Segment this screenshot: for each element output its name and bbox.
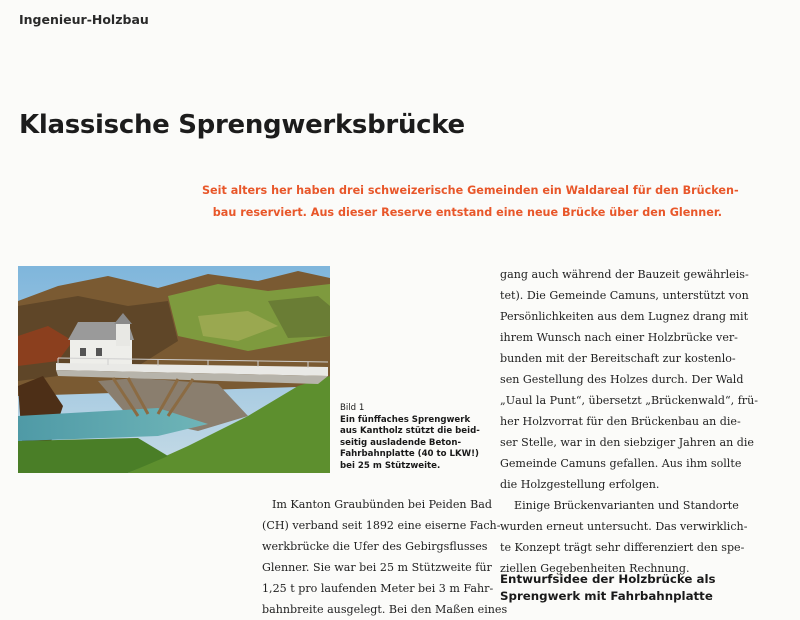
body-line: bahnbreite ausgelegt. Bei den Maßen eines: [262, 603, 508, 616]
body-line: tet). Die Gemeinde Camuns, unterstützt von: [500, 289, 749, 302]
body-line: bunden mit der Bereitschaft zur kostenlo-: [500, 352, 736, 365]
caption-line: Ein fünffaches Sprengwerk: [340, 414, 471, 425]
article-lead: [202, 180, 739, 224]
body-line: Persönlichkeiten aus dem Lugnez drang mit: [500, 310, 749, 323]
caption-line: aus Kantholz stützt die beid-: [340, 426, 480, 437]
body-line: sen Gestellung des Holzes durch. Der Wald: [500, 373, 744, 386]
body-line: 1,25 t pro laufenden Meter bei 3 m Fahr-: [262, 582, 494, 595]
caption-line: seitig ausladende Beton-: [340, 437, 462, 448]
body-line: Im Kanton Graubünden bei Peiden Bad: [272, 498, 492, 511]
body-line: Gemeinde Camuns gefallen. Aus ihm sollte: [500, 457, 742, 470]
body-line: ihrem Wunsch nach einer Holzbrücke ver-: [500, 331, 738, 344]
caption-line: Fahrbahnplatte (40 to LKW!): [340, 449, 479, 460]
caption-line: bei 25 m Stützweite.: [340, 460, 441, 471]
body-line: gang auch während der Bauzeit gewährleis-: [500, 268, 749, 281]
body-column-right: [500, 264, 758, 579]
body-line: wurden erneut untersucht. Das verwirklich-: [500, 520, 748, 533]
body-line: Glenner. Sie war bei 25 m Stützweite für: [262, 561, 492, 574]
lead-line: bau reserviert. Aus dieser Reserve entstand eine neue Brücke über den Glenner.: [212, 206, 722, 219]
bridge-photo: [18, 266, 330, 473]
subheading-line: Sprengwerk mit Fahrbahnplatte: [500, 589, 713, 603]
section-label: Ingenieur-Holzbau: [19, 12, 149, 27]
body-line: te Konzept trägt sehr differenziert den spe-: [500, 541, 745, 554]
body-line: die Holzgestellung erfolgen.: [500, 478, 660, 491]
body-line: werkbrücke die Ufer des Gebirgsflusses: [262, 540, 488, 553]
body-column-left: [262, 494, 507, 620]
body-line: ser Stelle, war in den siebziger Jahren an die: [500, 436, 754, 449]
figure-caption: [340, 403, 500, 473]
body-line: „Uaul la Punt“, übersetzt „Brückenwald“, frü-: [500, 394, 758, 407]
figure-label: Bild 1: [340, 403, 365, 413]
body-line: (CH) verband seit 1892 eine eiserne Fach-: [262, 519, 501, 532]
lead-line: Seit alters her haben drei schweizerische Gemeinden ein Waldareal für den Brücken-: [202, 184, 739, 197]
article-title: Klassische Sprengwerksbrücke: [19, 110, 465, 140]
body-line: her Holzvorrat für den Brückenbau an die-: [500, 415, 741, 428]
body-line: ziellen Gegebenheiten Rechnung.: [500, 562, 690, 575]
body-line: Einige Brückenvarianten und Standorte: [514, 499, 739, 512]
subheading-line: Entwurfsidee der Holzbrücke als: [500, 572, 716, 586]
